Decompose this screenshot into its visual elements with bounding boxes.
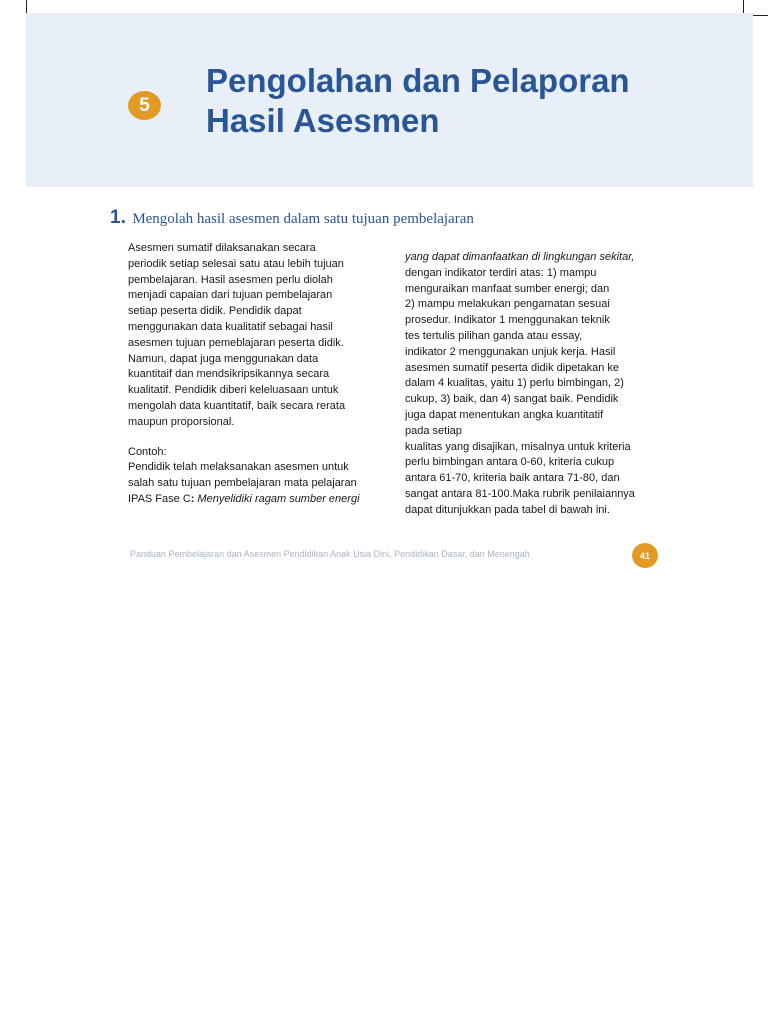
chapter-number-badge: 5 [128,91,161,120]
text-line: maupun proporsional. [128,415,235,428]
example-subject: IPAS Fase C [128,492,191,505]
text-line: kualitas yang disajikan, misalnya untuk kriteria [405,440,631,453]
text-line: dengan indikator terdiri atas: 1) mampu [405,266,597,279]
left-text-column [128,241,378,508]
text-line: 2) mampu melakukan pengamatan sesuai [405,298,610,311]
text-line: juga dapat menentukan angka kuantitatif [405,408,604,421]
text-line: menjadi capaian dari tujuan pembelajaran [128,289,333,302]
text-line: dapat ditunjukkan pada tabel di bawah ini. [405,503,610,516]
text-line: periodik setiap selesai satu atau lebih tujuan [128,257,344,270]
chapter-title-line-2: Hasil Asesmen [206,102,440,139]
text-line: setiap peserta didik. Pendidik dapat [128,305,302,318]
text-line: kualitatif. Pendidik diberi keleluasaan untuk [128,384,339,397]
text-line: prosedur. Indikator 1 menggunakan teknik [405,314,610,327]
text-line: menggunakan data kualitatif sebagai hasil [128,320,333,333]
text-line: asesmen tujuan pemeblajaran peserta didik. [128,336,344,349]
example-colon: : [190,492,195,505]
page-number-badge: 41 [632,543,658,568]
text-line: Namun, dapat juga menggunakan data [128,352,319,365]
chapter-title-line-1: Pengolahan dan Pelaporan [206,62,630,99]
right-text-column [405,250,667,519]
example-topic-italic: Menyelidiki ragam sumber energi [194,492,360,505]
section-number: 1. [110,207,126,228]
example-label: Contoh: [128,445,167,458]
text-line: antara 61-70, kriteria baik antara 71-80, dan [405,472,620,485]
example-paragraph [128,445,378,508]
text-line: menguraikan manfaat sumber energi; dan [405,282,610,295]
text-line: pembelajaran. Hasil asesmen perlu diolah [128,273,333,286]
intro-paragraph [128,241,378,431]
text-line: indikator 2 menggunakan unjuk kerja. Hasil [405,345,616,358]
text-line: Asesmen sumatif dilaksanakan secara [128,242,316,254]
section-title: Mengolah hasil asesmen dalam satu tujuan pembelajaran [132,211,474,227]
text-line: salah satu tujuan pembelajaran mata pelajaran [128,477,357,490]
running-footer: Panduan Pembelajaran dan Asesmen Pendidikan Anak Usia Dini, Pendidikan Dasar, dan Menengah [130,549,530,559]
text-line: Pendidik telah melaksanakan asesmen untuk [128,461,349,474]
text-line: asesmen sumatif peserta didik dipetakan ke [405,361,620,374]
text-line: mengolah data kuantitatif, baik secara rerata [128,399,346,412]
section-heading [110,207,670,229]
text-line: dalam 4 kualitas, yaitu 1) perlu bimbingan, 2) [405,377,624,390]
text-line: pada setiap [405,424,462,437]
text-line: kuantitaif dan mendsikripsikannya secara [128,368,330,381]
text-line: sangat antara 81-100.Maka rubrik penilaiannya [405,487,635,500]
text-line: cukup, 3) baik, dan 4) sangat baik. Pendidik [405,393,619,406]
text-line [128,492,378,508]
chapter-title [206,61,726,141]
text-line: tes tertulis pilihan ganda atau essay, [405,329,583,342]
text-line: perlu bimbingan antara 0-60, kriteria cukup [405,456,615,469]
topic-continuation-italic: yang dapat dimanfaatkan di lingkungan sekitar, [405,251,635,263]
